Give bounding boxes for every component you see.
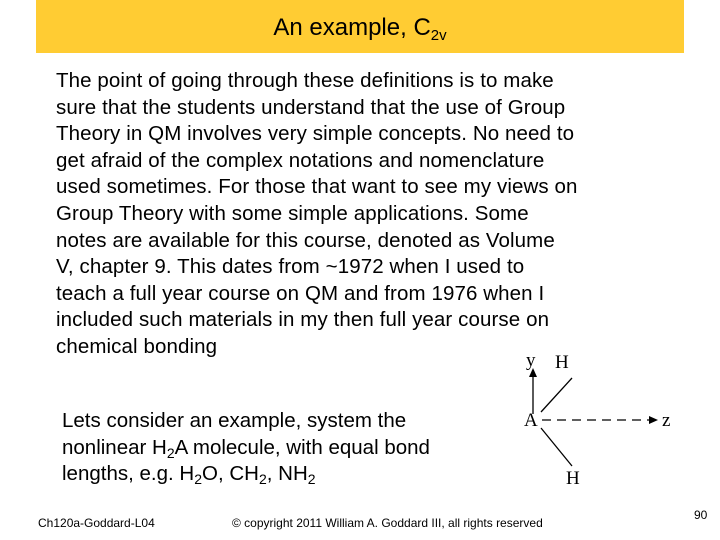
paragraph-line: notes are available for this course, denoted as Volume [56, 228, 555, 252]
bottom-h-label: H [566, 468, 580, 489]
main-paragraph [56, 68, 696, 361]
y-axis-label: y [526, 350, 536, 371]
center-a-label: A [524, 410, 538, 431]
paragraph-line: The point of going through these definitions is to make [56, 69, 554, 92]
paragraph-line: Group Theory with some simple applications. Some [56, 201, 529, 225]
paragraph-line: chemical bonding [56, 334, 218, 358]
paragraph-line: sure that the students understand that the use of Group [56, 95, 566, 119]
example-paragraph [62, 408, 532, 488]
example-line: nonlinear $H_2A$ molecule, with equal bond [62, 435, 430, 461]
footer-course: Ch120a-Goddard-L04 [38, 516, 155, 530]
paragraph-line: included such materials in my then full year course on [56, 308, 550, 332]
title-bar [36, 0, 684, 53]
paragraph-line: used sometimes. For those that want to see my views on [56, 175, 578, 199]
bond-bottom [541, 428, 572, 466]
slide-title: An example, $C_{2v}$ [273, 14, 447, 44]
z-axis-label: z [662, 410, 671, 431]
paragraph-line: get afraid of the complex notations and nomenclature [56, 148, 545, 172]
paragraph-line: V, chapter 9. This dates from ~1972 when I used to [56, 255, 525, 279]
paragraph-line: Theory in QM involves very simple concepts. No need to [56, 122, 575, 146]
page-number: 90 [694, 508, 708, 522]
z-axis-arrowhead [649, 416, 658, 424]
example-line: Lets consider an example, system the [62, 409, 407, 432]
molecule-diagram [512, 346, 712, 496]
example-line: lengths, e.g. $H_2O$, $CH_2$, $NH_2$ [62, 462, 316, 488]
footer-copyright: © copyright 2011 William A. Goddard III, all rights reserved [232, 516, 543, 530]
top-h-label: H [555, 352, 569, 373]
paragraph-line: teach a full year course on QM and from 1976 when I [56, 281, 545, 305]
title-subscript: 2v [430, 27, 447, 44]
